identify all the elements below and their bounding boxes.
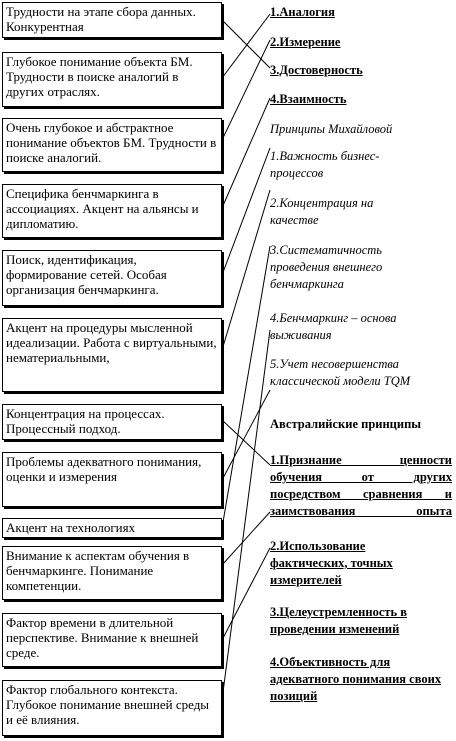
mikhailova-principle-5: 5.Учет несовершенства классической модели TQM (270, 357, 411, 388)
factor-box-1: Трудности на этапе сбора данных. Конкурентная (2, 2, 222, 38)
connector-line (222, 190, 270, 350)
type-3: 3.Достоверность (270, 63, 363, 77)
connector-line (222, 98, 270, 208)
connector-line (222, 548, 270, 640)
connector-line (222, 14, 270, 78)
factor-box-7: Концентрация на процессах. Процессный подход. (2, 404, 222, 440)
mikhailova-principle-1: 1.Важность бизнес-процессов (270, 149, 380, 180)
factor-box-9: Акцент на технологиях (2, 518, 222, 538)
connector-line (222, 512, 270, 565)
type-2: 2.Измерение (270, 35, 341, 49)
connector-line (222, 20, 270, 68)
factor-box-6: Акцент на процедуры мысленной идеализации. Работа с виртуальными, нематериальными, (2, 318, 222, 392)
factor-box-5: Поиск, идентификация, формирование сетей. Особая организация бенчмаркинга. (2, 250, 222, 306)
mikhailova-principle-3: 3.Систематичность проведения внешнего бенчмаркинга (270, 243, 383, 291)
australian-title: Австралийские принципы (270, 417, 422, 431)
mikhailova-principle-2: 2.Концентрация на качестве (270, 196, 374, 227)
connector-line (222, 40, 270, 140)
factor-box-4: Специфика бенчмаркинга в ассоциациях. Акцент на альянсы и дипломатию. (2, 184, 222, 238)
connector-line (222, 148, 270, 275)
mikhailova-title: Принципы Михайловой (270, 122, 393, 136)
connector-line (222, 390, 270, 480)
australian-principle-1: 1.Признание ценности обучения от других посредством сравнения и заимствования опыта (270, 453, 452, 518)
australian-principle-2: 2.Использование фактических, точных измерителей (270, 539, 393, 587)
mikhailova-principle-4: 4.Бенчмаркинг – основа выживания (270, 311, 397, 342)
factor-box-3: Очень глубокое и абстрактное понимание объектов БМ. Трудности в поиске аналогий. (2, 118, 222, 172)
factor-box-11: Фактор времени в длительной перспективе. Внимание к внешней среде. (2, 613, 222, 667)
factor-box-8: Проблемы адекватного понимания, оценки и измерения (2, 452, 222, 507)
type-1: 1.Аналогия (270, 5, 335, 19)
factor-box-2: Глубокое понимание объекта БМ. Трудности в поиске аналогий в других отраслях. (2, 52, 222, 107)
type-4: 4.Взаимность (270, 92, 347, 106)
factor-box-12: Фактор глобального контекста. Глубокое понимание внешней среды и её влияния. (2, 680, 222, 736)
australian-principle-4: 4.Объективность для адекватного понимания своих позиций (270, 655, 442, 703)
connector-line (222, 420, 270, 465)
factor-box-10: Внимание к аспектам обучения в бенчмаркинге. Понимание компетенции. (2, 546, 222, 600)
australian-principle-3: 3.Целеустремленность в проведении изменений (270, 605, 408, 636)
